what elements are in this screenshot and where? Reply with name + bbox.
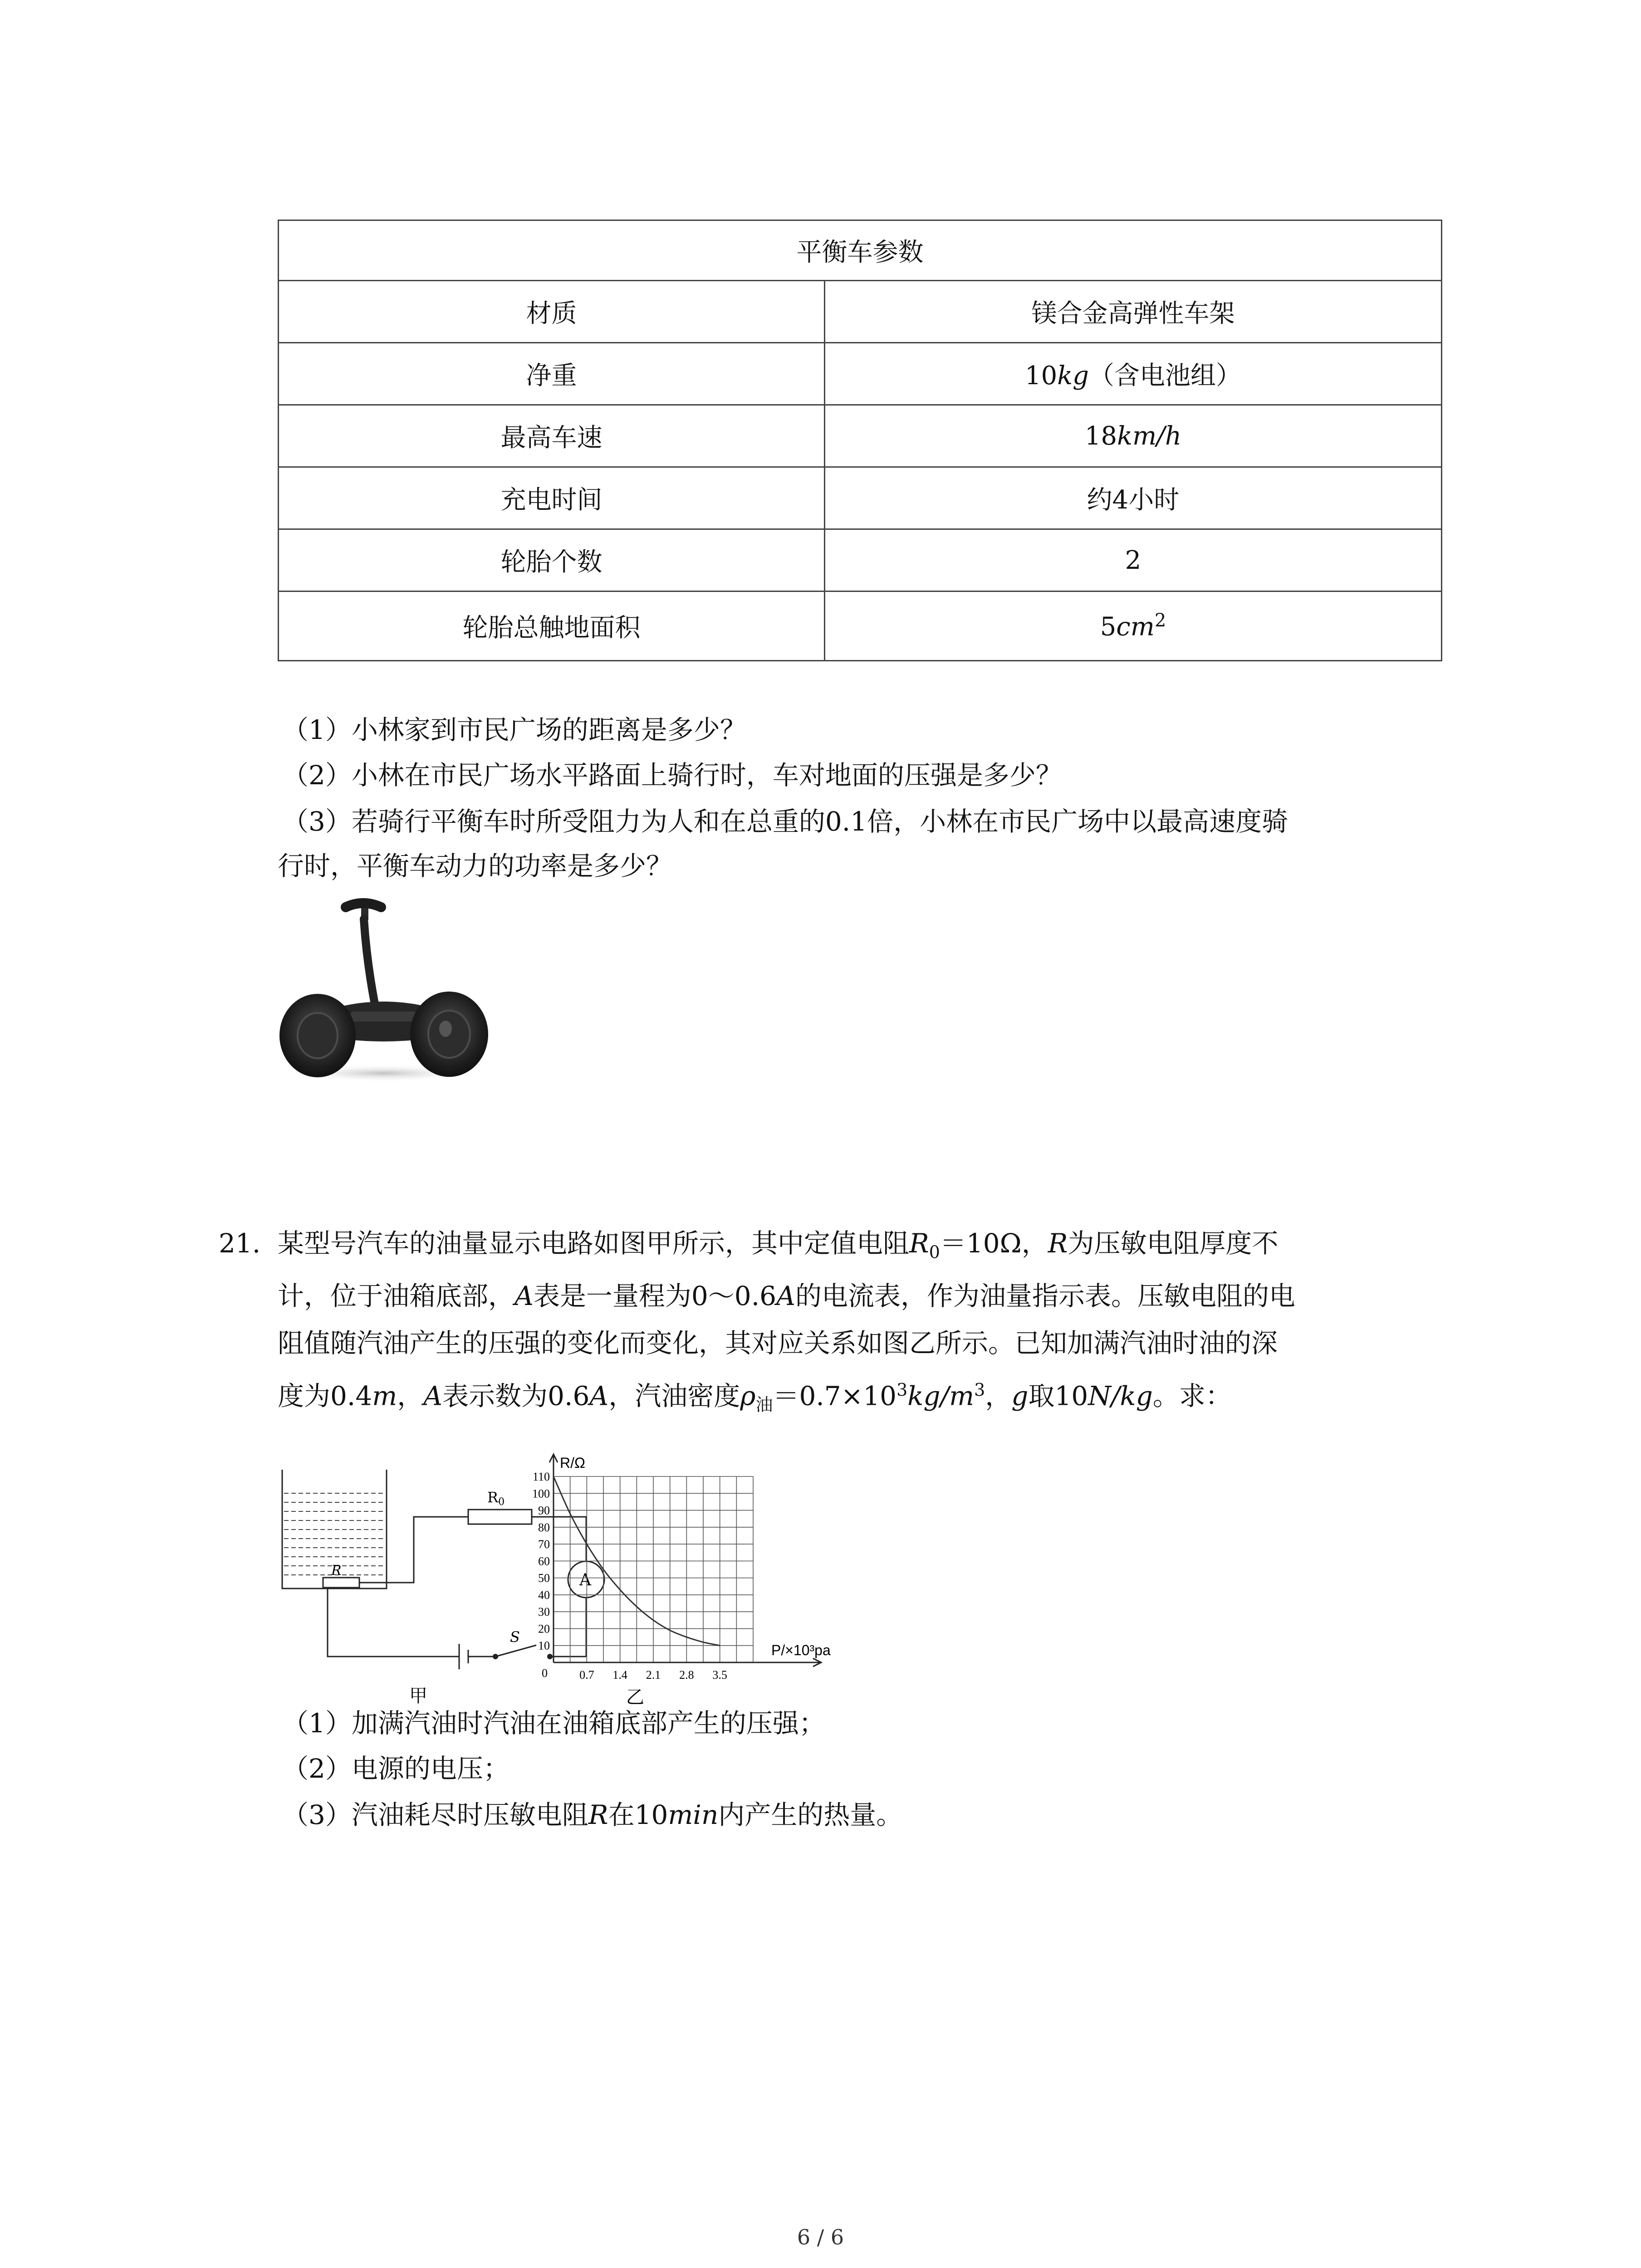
label-a: A	[579, 1571, 591, 1589]
symbol-rho: ρ	[740, 1380, 756, 1412]
resistance-pressure-graph	[517, 1452, 889, 1706]
table-cell-label: 轮胎个数	[279, 529, 825, 591]
superscript: 3	[896, 1380, 908, 1400]
q20-sub2: （2）小林在市民广场水平路面上骑行时，车对地面的压强是多少？	[282, 760, 1062, 791]
y-tick-label: 30	[538, 1605, 550, 1619]
label-r0: R0	[487, 1489, 505, 1508]
y-tick-label: 40	[538, 1588, 550, 1602]
unit: /	[1111, 1380, 1120, 1412]
table-cell-value: 约4小时	[825, 467, 1442, 529]
table-row	[279, 405, 1442, 467]
chart-ylabel: R/Ω	[560, 1455, 585, 1471]
unit: /	[940, 1380, 950, 1412]
y-tick-label: 110	[532, 1470, 550, 1483]
value-number: 18	[1084, 421, 1117, 451]
text-run: 为压敏电阻厚度不	[1068, 1228, 1279, 1259]
unit: m	[949, 1380, 975, 1412]
value-unit: cm	[1116, 612, 1155, 642]
q21-line3: 阻值随汽油产生的压强的变化而变化，其对应关系如图乙所示。已知加满汽油时油的深	[278, 1328, 1278, 1359]
table-title: 平衡车参数	[279, 220, 1442, 281]
subscript: 油	[755, 1394, 773, 1415]
chart-grid	[554, 1476, 753, 1662]
text-run: 内产生的热量。	[718, 1799, 903, 1830]
symbol-a: A	[423, 1380, 443, 1412]
text-run: ，	[985, 1380, 1012, 1412]
text-run: ＝10Ω，	[940, 1228, 1048, 1259]
y-tick-label: 90	[538, 1504, 550, 1517]
table-cell-label: 轮胎总触地面积	[279, 591, 825, 661]
text-run: ，汽油密度	[608, 1380, 740, 1412]
symbol-r: R	[588, 1799, 608, 1830]
table-row	[279, 529, 1442, 591]
text-run: ，	[397, 1380, 424, 1412]
x-tick-label: 0.7	[579, 1668, 594, 1681]
segway-photo	[278, 893, 489, 1083]
q21-number: 21.	[219, 1228, 261, 1259]
y-tick-label: 60	[538, 1554, 550, 1568]
segway-parameter-table	[278, 220, 1442, 661]
value-number: 10	[1024, 361, 1058, 391]
caption-jia: 甲	[409, 1686, 427, 1706]
page-number: 6 / 6	[797, 2225, 844, 2249]
unit: min	[668, 1799, 719, 1830]
superscript: 3	[974, 1380, 985, 1400]
table-cell-label: 材质	[279, 281, 825, 343]
text-run: 的电流表，作为油量指示表。压敏电阻的电	[795, 1281, 1295, 1311]
table-cell-label: 净重	[279, 343, 825, 405]
text-run: 。求：	[1152, 1380, 1232, 1412]
q21-sub3	[282, 1799, 903, 1830]
q21-sub1: （1）加满汽油时汽油在油箱底部产生的压强；	[282, 1708, 825, 1739]
y-tick-label: 100	[532, 1487, 550, 1501]
text-run: 度为0.4	[278, 1380, 372, 1412]
table-cell-value	[825, 343, 1442, 405]
unit: kg	[907, 1380, 941, 1412]
q21-line1	[278, 1230, 1278, 1261]
y-tick-label: 50	[538, 1571, 550, 1585]
x-tick-label: 2.1	[646, 1668, 661, 1681]
origin-label: 0	[542, 1667, 548, 1680]
table-row	[279, 343, 1442, 405]
x-tick-label: 3.5	[712, 1668, 727, 1681]
x-tick-label: 1.4	[612, 1668, 627, 1681]
q21-line4	[278, 1381, 1232, 1413]
chart-axes	[549, 1454, 821, 1667]
y-tick-label: 80	[538, 1520, 550, 1534]
value-unit: kg	[1057, 361, 1089, 391]
symbol-r: R	[1048, 1228, 1068, 1259]
text-run: 表示数为0.6	[442, 1380, 590, 1412]
value-superscript: 2	[1154, 610, 1166, 631]
pressure-sensor-r	[323, 1578, 359, 1588]
y-tick-label: 10	[538, 1639, 550, 1652]
q21-sub2: （2）电源的电压；	[282, 1753, 509, 1784]
unit: kg	[1120, 1380, 1153, 1412]
text-run: 在10	[608, 1799, 668, 1830]
table-row	[279, 281, 1442, 343]
symbol-r: R	[909, 1228, 929, 1259]
table-cell-label: 最高车速	[279, 405, 825, 467]
y-tick-label: 20	[538, 1622, 550, 1636]
q20-sub3-line1: （3）若骑行平衡车时所受阻力为人和在总重的0.1倍，小林在市民广场中以最高速度骑	[282, 806, 1288, 837]
unit: m	[372, 1380, 397, 1412]
label-s: S	[510, 1628, 520, 1646]
value-unit: km/h	[1117, 421, 1182, 451]
subscript: 0	[929, 1242, 940, 1262]
text-run: ＝0.7×10	[773, 1380, 897, 1412]
table-title-row	[279, 220, 1442, 281]
symbol-a: A	[776, 1281, 795, 1311]
text-run: 计，位于油箱底部，	[278, 1281, 515, 1311]
x-tick-label: 2.8	[679, 1668, 694, 1681]
chart-caption: 乙	[626, 1687, 644, 1708]
text-run: （3）汽油耗尽时压敏电阻	[282, 1799, 588, 1830]
table-cell-value: 镁合金高弹性车架	[825, 281, 1442, 343]
table-cell-value	[825, 405, 1442, 467]
text-run: 表是一量程为0～0.6	[533, 1281, 777, 1311]
unit: A	[589, 1380, 609, 1412]
q20-sub1: （1）小林家到市民广场的距离是多少？	[282, 714, 746, 745]
chart-xlabel: P/×10³pa	[771, 1642, 831, 1658]
q20-sub3-line2: 行时，平衡车动力的功率是多少？	[278, 850, 673, 881]
table-cell-value: 2	[825, 529, 1442, 591]
y-tick-label: 70	[538, 1538, 550, 1551]
table-cell-value	[825, 591, 1442, 661]
chart-tick-labels	[532, 1470, 727, 1681]
symbol-a: A	[514, 1281, 534, 1311]
symbol-g: g	[1011, 1380, 1029, 1412]
value-note: （含电池组）	[1089, 361, 1242, 391]
text-run: 某型号汽车的油量显示电路如图甲所示，其中定值电阻	[278, 1228, 910, 1259]
q21-line2	[278, 1283, 1295, 1309]
table-cell-label: 充电时间	[279, 467, 825, 529]
text-run: 取10	[1028, 1380, 1088, 1412]
unit: N	[1088, 1380, 1111, 1412]
table-row	[279, 591, 1442, 661]
value-number: 5	[1100, 612, 1117, 642]
label-r: R	[331, 1563, 342, 1579]
table-row	[279, 467, 1442, 529]
